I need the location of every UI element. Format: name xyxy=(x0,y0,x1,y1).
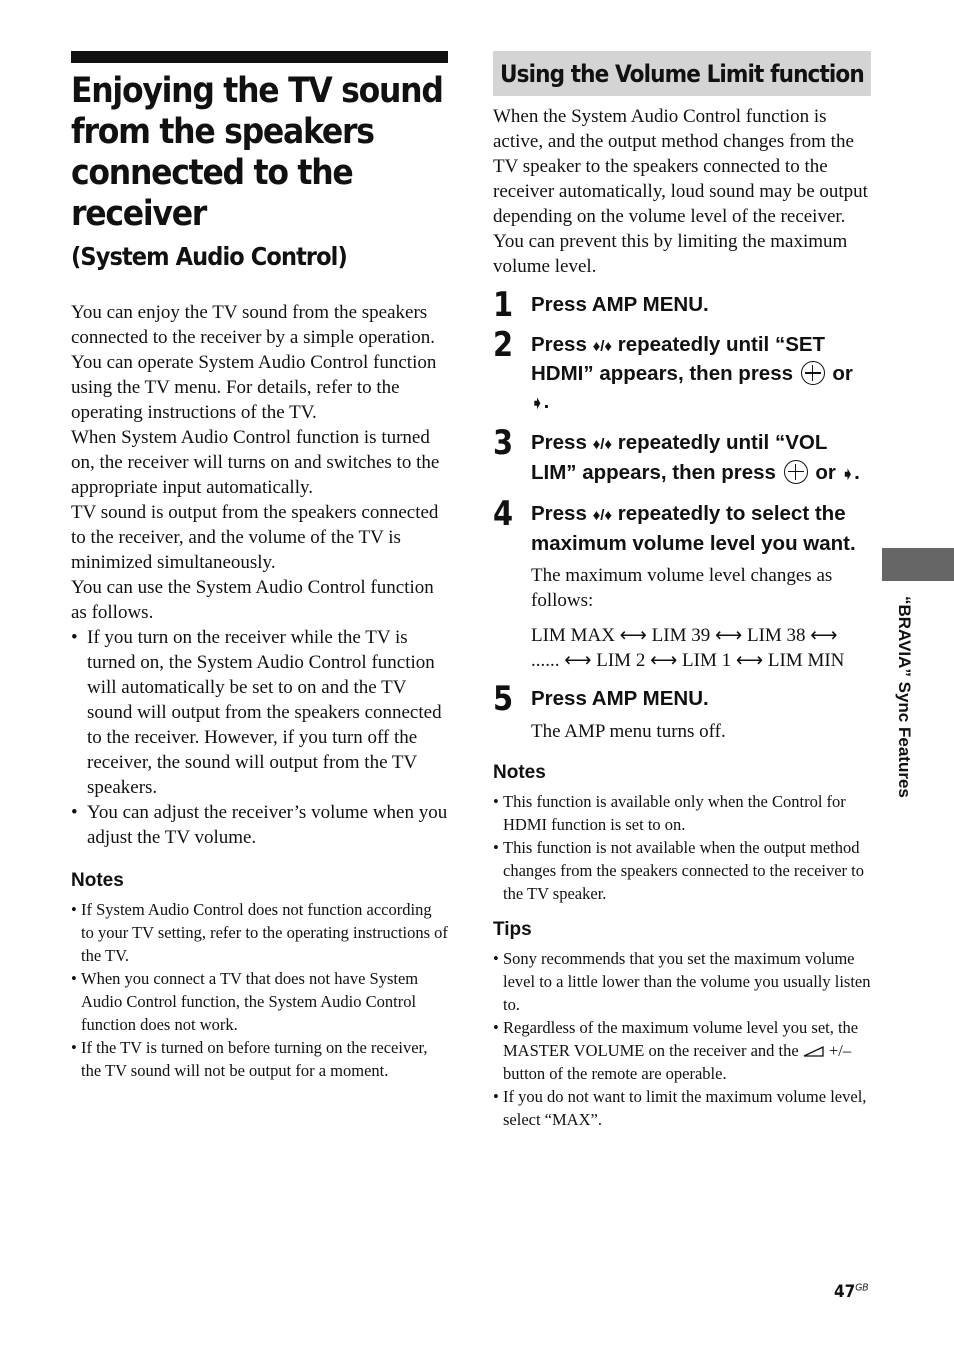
up-down-arrow-icon: ♦/♦ xyxy=(592,337,613,355)
right-arrow-icon: ➧ xyxy=(841,465,855,483)
volume-sequence: LIM MAX ⟷ LIM 39 ⟷ LIM 38 ⟷ xyxy=(531,625,838,646)
steps-list xyxy=(493,285,871,744)
list-item: • If you turn on the receiver while the TV is turned on, the System Audio Control function will automatically be set to on and the TV sound will output from the speakers connected to the receiver. However, if you turn off the receiver, the sound will output from the TV speakers. xyxy=(71,627,442,798)
right-column xyxy=(493,51,871,1131)
paragraph: You can enjoy the TV sound from the speakers connected to the receiver by a simple operation. xyxy=(71,302,436,348)
volume-icon xyxy=(803,1045,825,1057)
tip-item: • Sony recommends that you set the maximum volume level to a little lower than the volume you usually listen to. xyxy=(493,948,871,1014)
notes-heading: Notes xyxy=(493,761,546,783)
step-text: Press AMP MENU. xyxy=(531,293,709,316)
paragraph: You can operate System Audio Control function using the TV menu. For details, refer to the operating instructions of the TV. xyxy=(71,352,437,423)
tip-item: • If you do not want to limit the maximum volume level, select “MAX”. xyxy=(493,1086,867,1129)
step-number: 3 xyxy=(493,423,514,463)
step-description: The AMP menu turns off. xyxy=(531,720,726,742)
usage-list xyxy=(71,625,448,850)
note-item: • If System Audio Control does not function according to your TV setting, refer to the operating instructions of the TV. xyxy=(71,900,448,965)
top-rule xyxy=(71,51,448,63)
step-text: Press ♦/♦ repeatedly until “VOL LIM” appears, then press or ➧. xyxy=(531,431,860,484)
side-label: “BRAVIA” Sync Features xyxy=(895,596,914,798)
enter-button-icon xyxy=(801,361,825,385)
tips-heading: Tips xyxy=(493,918,532,940)
list-item: • You can adjust the receiver’s volume when you adjust the TV volume. xyxy=(71,802,448,848)
section-tab xyxy=(882,548,954,581)
right-arrow-icon: ➧ xyxy=(531,394,544,412)
section-header xyxy=(493,51,871,96)
step-number: 1 xyxy=(493,285,514,325)
step-4 xyxy=(493,494,871,673)
section-title: Using the Volume Limit function xyxy=(500,59,864,88)
step-text: Press ♦/♦ repeatedly to select the maximum volume level you want. xyxy=(531,502,856,555)
notes-heading: Notes xyxy=(71,870,124,891)
paragraph: TV sound is output from the speakers connected to the receiver, and the volume of the TV is minimized simultaneously. xyxy=(71,502,439,573)
step-text: Press AMP MENU. xyxy=(531,687,709,710)
note-item: • This function is not available when the output method changes from the speakers connected to the receiver to the TV speaker. xyxy=(493,837,865,903)
tips-list xyxy=(493,947,871,1131)
section-intro: When the System Audio Control function is active, and the output method changes from the TV speaker to the speakers connected to the receiver automatically, loud sound may be output depending on the volume level of the receiver. You can prevent this by limiting the maximum volume level. xyxy=(493,106,868,277)
step-number: 2 xyxy=(493,324,514,365)
page-title: Enjoying the TV sound from the speakers connected to the receiver xyxy=(71,71,443,234)
paragraph: When System Audio Control function is turned on, the receiver will turns on and switches to the appropriate input automatically. xyxy=(71,427,440,498)
step-5 xyxy=(493,679,871,744)
step-3 xyxy=(493,423,871,488)
enter-button-icon xyxy=(784,460,808,484)
left-column xyxy=(71,51,448,1082)
step-number: 4 xyxy=(493,494,514,534)
step-text: Press ♦/♦ repeatedly until “SET HDMI” appears, then press or ➧. xyxy=(531,332,853,413)
step-2 xyxy=(493,324,871,418)
note-item: • When you connect a TV that does not have System Audio Control function, the System Audio Control function does not work. xyxy=(71,969,419,1034)
paragraph: You can use the System Audio Control function as follows. xyxy=(71,577,434,623)
note-item: • If the TV is turned on before turning on the receiver, the TV sound will not be output for a moment. xyxy=(71,1038,428,1080)
page-subtitle: (System Audio Control) xyxy=(71,242,347,271)
volume-sequence: ...... ⟷ LIM 2 ⟷ LIM 1 ⟷ LIM MIN xyxy=(531,650,845,671)
step-number: 5 xyxy=(493,679,514,719)
up-down-arrow-icon: ♦/♦ xyxy=(592,436,613,453)
note-item: • This function is available only when the Control for HDMI function is set to on. xyxy=(493,791,846,834)
step-1 xyxy=(493,285,871,325)
step-description: The maximum volume level changes as follows: xyxy=(531,565,833,611)
notes-list xyxy=(493,790,871,905)
up-down-arrow-icon: ♦/♦ xyxy=(592,507,613,524)
tip-item: • Regardless of the maximum volume level you set, the MASTER VOLUME on the receiver and the +/– button of the remote are operable. xyxy=(493,1017,859,1083)
page-number: $47^{GB}$ xyxy=(834,1282,869,1302)
notes-list xyxy=(71,898,448,1082)
